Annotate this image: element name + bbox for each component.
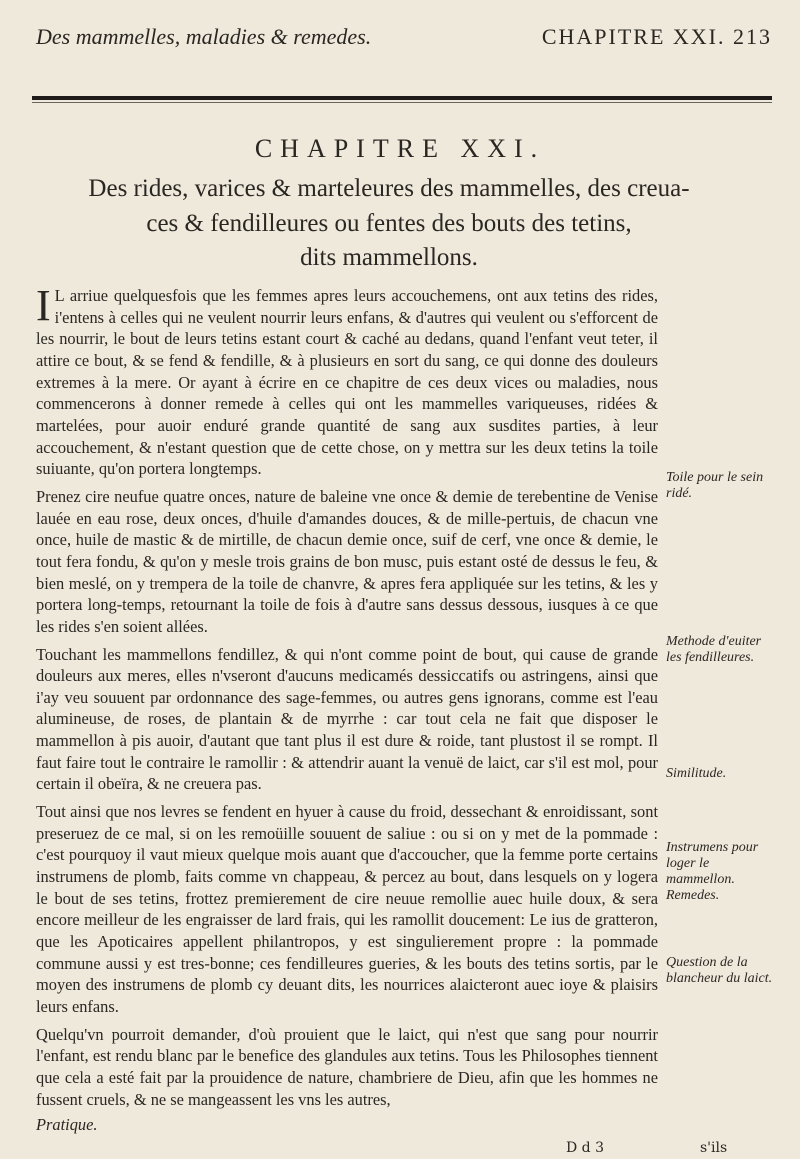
header-rule-thick <box>32 96 772 100</box>
margin-note-1: Toile pour le sein ridé. <box>666 470 764 502</box>
drop-cap: I <box>36 281 51 330</box>
paragraph-1-text: L arriue quelquesfois que les femmes apres leurs accouchemens, ont aux tetins des rides, i'entens à celles qui ne veulent nourrir leurs enfans, & d'autres qui veulent ou s'efforcent de les nourrir, le bout de leurs tetins estant court & caché au dedans, quand l'enfant veut teter, il attire ce bout, & se fend & fendille, & à plusieurs en sort du sang, ce qui donne des douleurs extremes à la mere. Or ayant à écrire en ce chapitre de ces deux vices ou maladies, nous commencerons à donner remede à celles qui ont les mammelles variqueuses, ridées & martelées, pour auoir enduré grande quantité de sang aux susdites parties, à leur accouchement, & n'estant question que de cette chose, on y mettra sur les deux tetins la toile suiuante, qu'on portera longtemps. <box>36 286 658 479</box>
catchword: s'ils <box>700 1140 728 1156</box>
running-title: Des mammelles, maladies & remedes. <box>36 24 372 49</box>
chapter-heading: CHAPITRE XXI. <box>254 134 546 163</box>
chapter-page-number: CHAPITRE XXI. 213 <box>541 24 772 49</box>
paragraph-5: Quelqu'vn pourroit demander, d'où prouient que le laict, qui n'est que sang pour nourrir l'enfant, est rendu blanc par le benefice des glandules aux tetins. Tous les Philosophes tiennent que cela a esté fait par la prouidence de nature, chambriere de Dieu, afin que les hommes ne fussent cruels, & ne se mangeassent les vns les autres, <box>36 1024 658 1109</box>
margin-note-3: Similitude. <box>666 766 727 781</box>
title-line-3: dits mammellons. <box>300 244 478 271</box>
paragraph-2: Prenez cire neufue quatre onces, nature de baleine vne once & demie de terebentine de Venise lauée en eau rose, deux onces, d'huile d'amandes douces, & de mille-pertuis, de chacun vne once, huile de mastic & de mirtille, de chacun demie once, suif de cerf, vne once & demie, le tout fera fondu, & qu'on y mesle trois grains de bon musc, puis estant osté de dessus le feu, & bien meslé, on y trempera de la toile de chanvre, & apres fera appliquée sur les tetins, & les y portera long-temps, retournant la toile de fois à d'autre sans dessus dessous, iusques à ce que les rides s'en soient allées. <box>36 486 658 636</box>
body-text <box>36 281 658 1142</box>
paragraph-3: Touchant les mammellons fendillez, & qui n'ont comme point de bout, qui cause de grande douleurs aux meres, elles n'vseront d'aucuns medicamés dessiccatifs ou astringens, ainsi que i'ay veu souuent par ordonnance des sage-femmes, ou autres gens ignorans, comme est l'eau alumineuse, de roses, de plantain & de myrrhe : car tout cela ne fait que disposer le mammellon à pis auoir, d'autant que tant plus il est dure & roide, tant plustost il se rompt. Il faut faire tout le contraire le ramollir : & attendrir auant la venuë de laict, car s'il est mol, pour certain il obeïra, & ne creuera pas. <box>36 644 658 794</box>
margin-note-4: Instrumens pour loger le mammellon. Remedes. <box>666 840 759 904</box>
title-line-1: Des rides, varices & marteleures des mammelles, des creua- <box>88 175 690 202</box>
running-header <box>36 16 776 56</box>
paragraph-4: Tout ainsi que nos levres se fendent en hyuer à cause du froid, dessechant & enroidissant, sont preseruez de ce mal, si on les remoüille souuent de saliue : ou si on y met de la pommade : c'est pourquoy il vaut mieux quelque mois auant que d'accoucher, que la femme porte certains instrumens de plomb, faits comme vn chappeau, & percez au bout, dans lesquels on y logera le bout de ses tetins, frottez premierement de cire neuue remollie auec huile doux, & sera encore meilleur de les engraisser de lard frais, qui les ramollit doucement: Le ius de gratteron, que les Apoticaires appellent philantropos, y est singulierement propre : la pommade commune aussi y est tres-bonne; ces fendilleures gueries, & les bouts des tetins sortis, par le moyen des instrumens de plomb cy deuant dits, les nourrices alaicteront auec ioye & plaisirs leurs enfans. <box>36 802 658 1016</box>
chapter-title <box>36 172 742 276</box>
paragraph-1 <box>36 281 658 480</box>
catch-line: Pratique. <box>36 1115 98 1135</box>
margin-note-2: Methode d'euiter les fendilleures. <box>666 634 762 666</box>
margin-note-5: Question de la blancheur du laict. <box>666 955 773 987</box>
header-rule-thin <box>32 102 772 103</box>
signature-mark: D d 3 <box>566 1140 604 1156</box>
title-line-2: ces & fendilleures ou fentes des bouts des tetins, <box>146 209 632 237</box>
